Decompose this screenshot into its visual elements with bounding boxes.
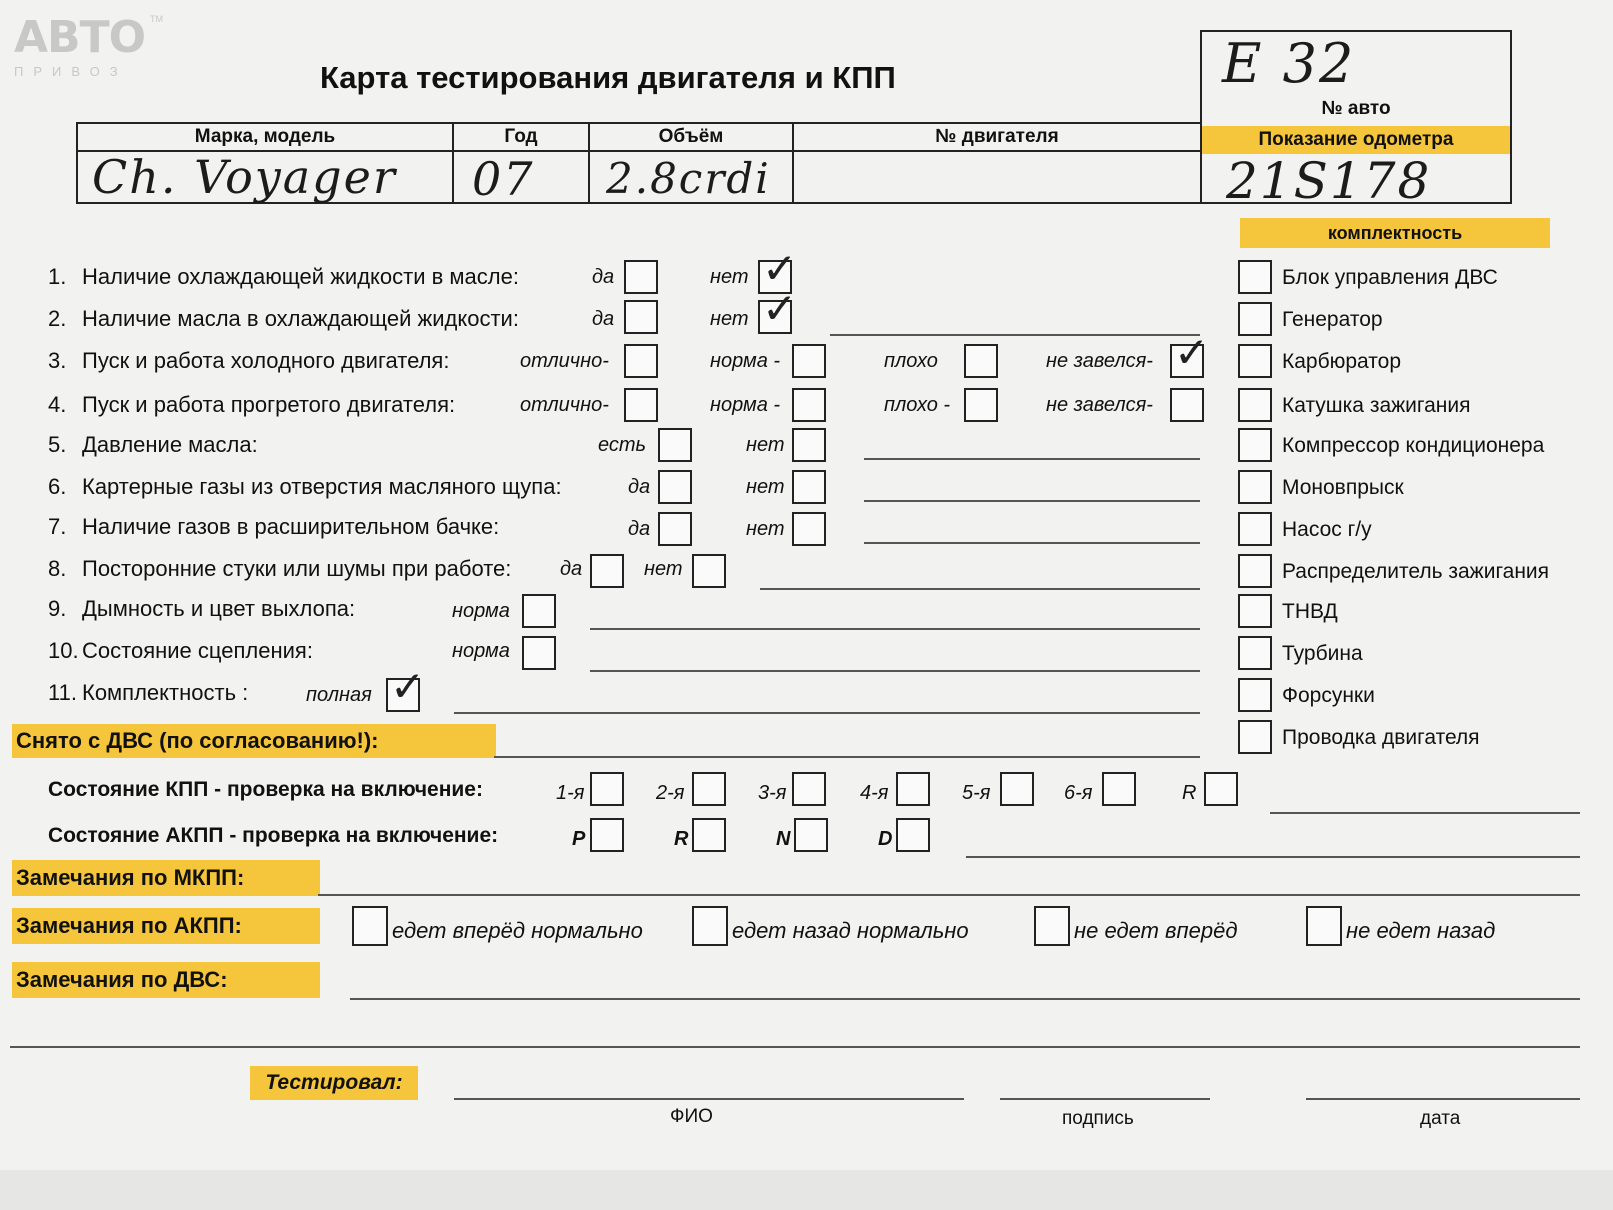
item-label: Давление масла: (82, 432, 258, 457)
option-label: нет (710, 266, 749, 288)
fio-caption: ФИО (670, 1106, 713, 1127)
underline (830, 334, 1200, 336)
checkbox[interactable] (1238, 470, 1272, 504)
odometer-label: Показание одометра (1202, 126, 1510, 154)
check-mark-icon: ✓ (1174, 328, 1210, 377)
fio-line (454, 1098, 964, 1100)
completeness-item: Проводка двигателя (1282, 726, 1480, 749)
item-label: Наличие газов в расширительном бачке: (82, 514, 500, 539)
checkbox[interactable] (1238, 720, 1272, 754)
option-label: да (628, 476, 651, 498)
gear-label: 4-я (860, 782, 889, 804)
page-title: Карта тестирования двигателя и КПП (320, 60, 896, 95)
item-number: 2. (48, 306, 67, 331)
odometer-value: 21S178 (1226, 152, 1432, 210)
completeness-title: комплектность (1240, 218, 1550, 248)
item-number: 9. (48, 596, 67, 621)
header-year-label: Год (504, 126, 538, 147)
tested-label: Тестировал: (250, 1066, 418, 1100)
underline (760, 588, 1200, 590)
option-label: отлично- (520, 394, 609, 416)
option-label: нет (710, 308, 749, 330)
checkbox[interactable] (1238, 302, 1272, 336)
checkbox[interactable] (624, 344, 658, 378)
checkbox[interactable] (1238, 388, 1272, 422)
gear-checkbox[interactable] (1102, 772, 1136, 806)
gear-label: P (572, 828, 586, 850)
gear-checkbox[interactable] (692, 818, 726, 852)
remarks-dvs-label: Замечания по ДВС: (12, 962, 320, 998)
item-label: Комплектность : (82, 680, 249, 705)
akpp-remark-option: не едет вперёд (1074, 918, 1238, 943)
completeness-item: Блок управления ДВС (1282, 266, 1498, 289)
option-label: нет (746, 476, 785, 498)
checkbox[interactable] (590, 554, 624, 588)
option-label: да (592, 266, 615, 288)
item-label: Наличие охлаждающей жидкости в масле: (82, 264, 519, 289)
underline (590, 670, 1200, 672)
item-number: 1. (48, 264, 67, 289)
signature-caption: подпись (1062, 1108, 1134, 1129)
gear-label: R (1182, 782, 1197, 804)
option-label: полная (306, 684, 372, 706)
gear-label: 6-я (1064, 782, 1093, 804)
underline (350, 998, 1580, 1000)
gear-label: 1-я (556, 782, 585, 804)
checkbox-checked[interactable] (758, 284, 798, 334)
underline (454, 712, 1200, 714)
checkbox[interactable] (1238, 260, 1272, 294)
gear-checkbox[interactable] (590, 772, 624, 806)
option-label: да (628, 518, 651, 540)
signature-line (1000, 1098, 1210, 1100)
item-number: 3. (48, 348, 67, 373)
item-label: Посторонние стуки или шумы при работе: (82, 556, 512, 581)
completeness-item: Карбюратор (1282, 350, 1402, 373)
checkbox[interactable] (1238, 344, 1272, 378)
underline (10, 1046, 1580, 1048)
akpp-remark-option: едет назад нормально (732, 918, 969, 943)
checkbox[interactable] (658, 470, 692, 504)
underline (966, 856, 1580, 858)
option-label: отлично- (520, 350, 609, 372)
check-mark-icon: ✓ (762, 284, 798, 333)
gear-label: D (878, 828, 893, 850)
item-number: 8. (48, 556, 67, 581)
gear-label: 3-я (758, 782, 787, 804)
logo (14, 12, 154, 79)
underline (864, 500, 1200, 502)
volume-value: 2.8crdi (606, 154, 771, 203)
gear-checkbox[interactable] (896, 772, 930, 806)
item-number: 4. (48, 392, 67, 417)
remarks-akpp-label: Замечания по АКПП: (12, 908, 320, 944)
item-number: 11. (48, 680, 77, 705)
logo-main-text: АВТО (14, 12, 146, 63)
completeness-item: Насос г/у (1282, 518, 1372, 541)
item-label: Наличие масла в охлаждающей жидкости: (82, 306, 519, 331)
removed-label: Снято с ДВС (по согласованию!): (12, 724, 496, 758)
option-label: плохо - (884, 394, 951, 416)
checkbox[interactable] (1034, 906, 1070, 946)
header-engine-no-label: № двигателя (935, 126, 1059, 147)
date-line (1306, 1098, 1580, 1100)
gear-label: 2-я (656, 782, 685, 804)
checkbox[interactable] (1238, 428, 1272, 462)
item-label: Состояние сцепления: (82, 638, 313, 663)
checkbox[interactable] (792, 428, 826, 462)
option-label: плохо (884, 350, 938, 372)
checkbox[interactable] (522, 594, 556, 628)
gear-checkbox[interactable] (590, 818, 624, 852)
model-value: Ch. Voyager (92, 150, 397, 204)
checkbox[interactable] (964, 388, 998, 422)
item-label: Картерные газы из отверстия масляного щупа: (82, 474, 562, 499)
option-label: нет (746, 434, 785, 456)
item-number: 5. (48, 432, 67, 457)
kpp-label: Состояние КПП - проверка на включение: (48, 778, 483, 801)
underline (494, 756, 1200, 758)
logo-tm: TM (150, 14, 163, 24)
car-number-label: № авто (1321, 98, 1391, 119)
item-number: 7. (48, 514, 67, 539)
completeness-item: Генератор (1282, 308, 1383, 331)
checkbox[interactable] (624, 260, 658, 294)
checkbox[interactable] (1238, 554, 1272, 588)
completeness-item: Турбина (1282, 642, 1363, 665)
akpp-remark-option: не едет назад (1346, 918, 1496, 943)
completeness-item: Катушка зажигания (1282, 394, 1471, 417)
option-label: да (592, 308, 615, 330)
header-top-line (76, 122, 1202, 124)
checkbox[interactable] (1238, 512, 1272, 546)
checkbox[interactable] (1238, 678, 1272, 712)
checkbox[interactable] (964, 344, 998, 378)
gear-label: 5-я (962, 782, 991, 804)
option-label: норма - (710, 394, 781, 416)
checkbox[interactable] (792, 388, 826, 422)
option-label: не завелся- (1046, 394, 1153, 416)
page-bottom-edge (0, 1170, 1613, 1210)
gear-label: N (776, 828, 791, 850)
akpp-label: Состояние АКПП - проверка на включение: (48, 824, 499, 847)
checkbox[interactable] (352, 906, 388, 946)
completeness-item: Распределитель зажигания (1282, 560, 1550, 583)
checkbox[interactable] (792, 344, 826, 378)
option-label: нет (644, 558, 683, 580)
check-mark-icon: ✓ (390, 662, 426, 711)
checkbox[interactable] (792, 470, 826, 504)
checkbox[interactable] (658, 428, 692, 462)
checkbox[interactable] (624, 388, 658, 422)
item-number: 10. (48, 638, 79, 663)
completeness-item: Форсунки (1282, 684, 1375, 707)
car-number-handwritten: E 32 (1222, 32, 1356, 95)
item-label: Пуск и работа прогретого двигателя: (82, 392, 456, 417)
option-label: норма (452, 600, 510, 622)
option-label: норма - (710, 350, 781, 372)
header-model-label: Марка, модель (194, 126, 336, 147)
logo-sub-text: ПРИВОЗ (14, 64, 128, 79)
checkbox[interactable] (624, 300, 658, 334)
check-mark-icon: ✓ (762, 244, 798, 293)
checkbox[interactable] (522, 636, 556, 670)
akpp-remark-option: едет вперёд нормально (392, 918, 643, 943)
option-label: есть (598, 434, 647, 456)
header-volume-label: Объём (658, 126, 724, 147)
gear-checkbox[interactable] (1204, 772, 1238, 806)
checkbox[interactable] (1170, 388, 1204, 422)
item-label: Дымность и цвет выхлопа: (82, 596, 356, 621)
checkbox-checked[interactable] (1170, 328, 1210, 378)
underline (864, 542, 1200, 544)
checkbox[interactable] (792, 512, 826, 546)
underline (864, 458, 1200, 460)
option-label: да (560, 558, 583, 580)
checkbox[interactable] (1238, 594, 1272, 628)
option-label: не завелся- (1046, 350, 1153, 372)
completeness-item: ТНВД (1282, 600, 1338, 623)
gear-checkbox[interactable] (794, 818, 828, 852)
item-label: Пуск и работа холодного двигателя: (82, 348, 450, 373)
option-label: нет (746, 518, 785, 540)
item-number: 6. (48, 474, 67, 499)
underline (1270, 812, 1580, 814)
checkbox[interactable] (692, 554, 726, 588)
option-label: норма (452, 640, 510, 662)
gear-label: R (674, 828, 689, 850)
checkbox[interactable] (1238, 636, 1272, 670)
underline (590, 628, 1200, 630)
underline (318, 894, 1580, 896)
completeness-item: Компрессор кондиционера (1282, 434, 1545, 457)
checkbox[interactable] (692, 906, 728, 946)
gear-checkbox[interactable] (1000, 772, 1034, 806)
date-caption: дата (1420, 1108, 1461, 1129)
gear-checkbox[interactable] (692, 772, 726, 806)
gear-checkbox[interactable] (896, 818, 930, 852)
gear-checkbox[interactable] (792, 772, 826, 806)
completeness-item: Моновпрыск (1282, 476, 1404, 499)
checkbox[interactable] (658, 512, 692, 546)
remarks-mkpp-label: Замечания по МКПП: (12, 860, 320, 896)
year-value: 07 (472, 152, 535, 206)
checkbox[interactable] (1306, 906, 1342, 946)
checkbox-checked[interactable] (386, 662, 426, 712)
